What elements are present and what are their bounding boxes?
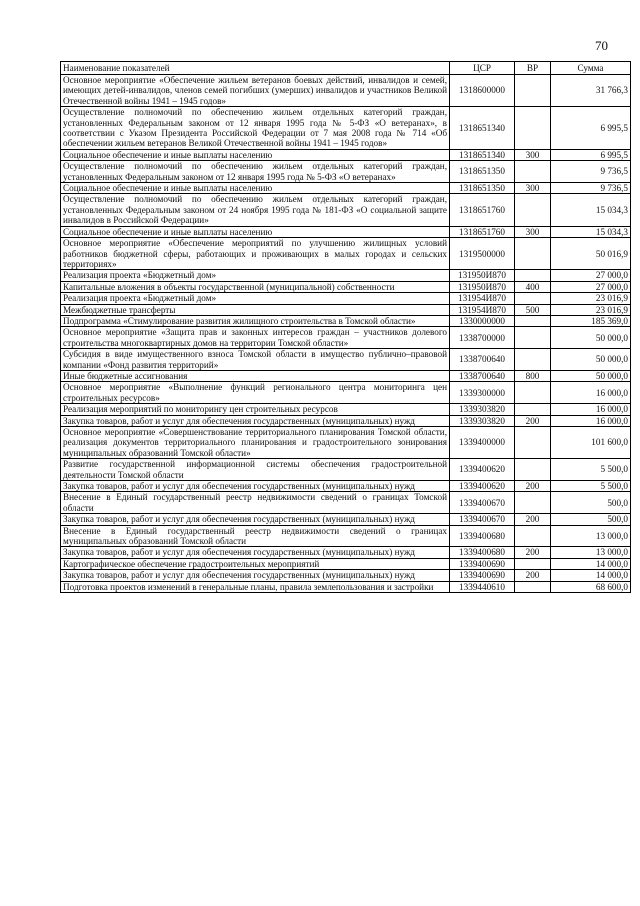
page-number: 70 bbox=[595, 38, 608, 53]
row-sum: 13 000,0 bbox=[551, 525, 631, 547]
table-row bbox=[61, 492, 631, 514]
table-row bbox=[61, 293, 631, 304]
table-row bbox=[61, 581, 631, 592]
row-name: Основное мероприятие «Защита прав и законных интересов граждан – участников долевого строительства многоквартирных домов на территории Томской области» bbox=[61, 327, 450, 349]
row-csr: 1339400680 bbox=[450, 525, 515, 547]
row-vr bbox=[515, 558, 551, 569]
row-csr: 131950И870 bbox=[450, 281, 515, 292]
row-name: Основное мероприятие «Совершенствование территориального планирования Томской области, реализация документов территориального планирования и градостроительного зонирования муниципальных образований Томской области» bbox=[61, 427, 450, 459]
row-vr bbox=[515, 107, 551, 150]
table-row bbox=[61, 270, 631, 281]
row-vr bbox=[515, 161, 551, 183]
row-sum: 27 000,0 bbox=[551, 270, 631, 281]
row-name: Основное мероприятие «Выполнение функций регионального центра мониторинга цен строительных ресурсов» bbox=[61, 382, 450, 404]
row-vr: 200 bbox=[515, 547, 551, 558]
row-name: Осуществление полномочий по обеспечению жильем отдельных категорий граждан, установленных Федеральным законом от 12 января 1995 года № 5-ФЗ «О ветеранах» bbox=[61, 161, 450, 183]
row-sum: 5 500,0 bbox=[551, 459, 631, 481]
table-row bbox=[61, 107, 631, 150]
row-name: Закупка товаров, работ и услуг для обеспечения государственных (муниципальных) нужд bbox=[61, 514, 450, 525]
row-sum: 13 000,0 bbox=[551, 547, 631, 558]
row-sum: 500,0 bbox=[551, 492, 631, 514]
row-vr bbox=[515, 327, 551, 349]
row-csr: 1339303820 bbox=[450, 415, 515, 426]
row-name: Осуществление полномочий по обеспечению жильем отдельных категорий граждан, установленных Федеральным законом от 12 января 1995 года № 5-ФЗ «О ветеранах», в соответствии с Указом Президента Российской Федерации от 7 мая 2008 года № 714 «Об обеспечении жильем ветеранов Великой Отечественной войны 1941 – 1945 годов» bbox=[61, 107, 450, 150]
header-vr: ВР bbox=[515, 62, 551, 75]
row-csr: 131954И870 bbox=[450, 304, 515, 315]
row-sum: 5 500,0 bbox=[551, 481, 631, 492]
row-vr: 500 bbox=[515, 304, 551, 315]
row-vr: 200 bbox=[515, 514, 551, 525]
row-sum: 500,0 bbox=[551, 514, 631, 525]
row-csr: 131954И870 bbox=[450, 293, 515, 304]
table-row bbox=[61, 149, 631, 160]
row-sum: 185 369,0 bbox=[551, 315, 631, 326]
row-vr bbox=[515, 270, 551, 281]
row-name: Внесение в Единый государственный реестр недвижимости сведений о границах Томской области bbox=[61, 492, 450, 514]
row-sum: 50 000,0 bbox=[551, 370, 631, 381]
table-row bbox=[61, 415, 631, 426]
row-name: Подготовка проектов изменений в генеральные планы, правила землепользования и застройки bbox=[61, 581, 450, 592]
row-vr bbox=[515, 293, 551, 304]
row-csr: 1319500000 bbox=[450, 238, 515, 270]
row-name: Закупка товаров, работ и услуг для обеспечения государственных (муниципальных) нужд bbox=[61, 570, 450, 581]
row-sum: 23 016,9 bbox=[551, 304, 631, 315]
row-csr: 1339400620 bbox=[450, 459, 515, 481]
row-name: Закупка товаров, работ и услуг для обеспечения государственных (муниципальных) нужд bbox=[61, 547, 450, 558]
row-csr: 1318651340 bbox=[450, 107, 515, 150]
table-header-row bbox=[61, 62, 631, 75]
table-row bbox=[61, 194, 631, 226]
row-name: Межбюджетные трансферты bbox=[61, 304, 450, 315]
row-csr: 1318600000 bbox=[450, 75, 515, 107]
row-sum: 101 600,0 bbox=[551, 427, 631, 459]
row-vr: 200 bbox=[515, 570, 551, 581]
row-csr: 1338700000 bbox=[450, 327, 515, 349]
row-name: Социальное обеспечение и иные выплаты населению bbox=[61, 149, 450, 160]
row-sum: 16 000,0 bbox=[551, 382, 631, 404]
row-sum: 9 736,5 bbox=[551, 183, 631, 194]
row-sum: 9 736,5 bbox=[551, 161, 631, 183]
row-name: Социальное обеспечение и иные выплаты населению bbox=[61, 226, 450, 237]
row-name: Реализация мероприятий по мониторингу цен строительных ресурсов bbox=[61, 404, 450, 415]
table-row bbox=[61, 304, 631, 315]
table-row bbox=[61, 558, 631, 569]
row-sum: 23 016,9 bbox=[551, 293, 631, 304]
table-row bbox=[61, 481, 631, 492]
row-sum: 31 766,3 bbox=[551, 75, 631, 107]
row-csr: 131950И870 bbox=[450, 270, 515, 281]
row-name: Капитальные вложения в объекты государственной (муниципальной) собственности bbox=[61, 281, 450, 292]
row-name: Основное мероприятие «Обеспечение мероприятий по улучшению жилищных условий работников бюджетной сферы, работающих и проживающих в малых городах и сельских территориях» bbox=[61, 238, 450, 270]
row-vr: 800 bbox=[515, 370, 551, 381]
row-csr: 1318651350 bbox=[450, 183, 515, 194]
row-csr: 1318651350 bbox=[450, 161, 515, 183]
row-vr: 200 bbox=[515, 415, 551, 426]
row-name: Реализация проекта «Бюджетный дом» bbox=[61, 270, 450, 281]
row-csr: 1338700640 bbox=[450, 349, 515, 371]
row-csr: 1339440610 bbox=[450, 581, 515, 592]
row-vr bbox=[515, 581, 551, 592]
row-vr bbox=[515, 349, 551, 371]
row-name: Иные бюджетные ассигнования bbox=[61, 370, 450, 381]
row-name: Внесение в Единый государственный реестр недвижимости сведений о границах муниципальных образований Томской области bbox=[61, 525, 450, 547]
row-csr: 1339400670 bbox=[450, 492, 515, 514]
row-csr: 1339400680 bbox=[450, 547, 515, 558]
budget-table bbox=[60, 61, 631, 593]
table-row bbox=[61, 427, 631, 459]
table-row bbox=[61, 327, 631, 349]
row-sum: 6 995,5 bbox=[551, 107, 631, 150]
row-csr: 1339303820 bbox=[450, 404, 515, 415]
row-vr bbox=[515, 75, 551, 107]
row-vr bbox=[515, 194, 551, 226]
row-name: Закупка товаров, работ и услуг для обеспечения государственных (муниципальных) нужд bbox=[61, 481, 450, 492]
table-row bbox=[61, 75, 631, 107]
table-row bbox=[61, 525, 631, 547]
row-vr bbox=[515, 459, 551, 481]
row-csr: 1339400620 bbox=[450, 481, 515, 492]
row-csr: 1330000000 bbox=[450, 315, 515, 326]
row-sum: 6 995,5 bbox=[551, 149, 631, 160]
table-row bbox=[61, 570, 631, 581]
row-vr bbox=[515, 427, 551, 459]
row-name: Закупка товаров, работ и услуг для обеспечения государственных (муниципальных) нужд bbox=[61, 415, 450, 426]
table-row bbox=[61, 382, 631, 404]
row-sum: 50 016,9 bbox=[551, 238, 631, 270]
header-name: Наименование показателей bbox=[61, 62, 450, 75]
row-vr: 200 bbox=[515, 481, 551, 492]
table-row bbox=[61, 161, 631, 183]
row-vr bbox=[515, 525, 551, 547]
table-row bbox=[61, 459, 631, 481]
table-row bbox=[61, 547, 631, 558]
row-name: Субсидия в виде имущественного взноса Томской области в имущество публично–правовой компании «Фонд развития территорий» bbox=[61, 349, 450, 371]
row-csr: 1339400690 bbox=[450, 570, 515, 581]
row-csr: 1339300000 bbox=[450, 382, 515, 404]
table-row bbox=[61, 349, 631, 371]
row-csr: 1318651760 bbox=[450, 194, 515, 226]
row-vr bbox=[515, 404, 551, 415]
row-csr: 1339400000 bbox=[450, 427, 515, 459]
header-sum: Сумма bbox=[551, 62, 631, 75]
row-vr: 300 bbox=[515, 149, 551, 160]
row-csr: 1318651760 bbox=[450, 226, 515, 237]
table-body bbox=[61, 75, 631, 593]
row-vr bbox=[515, 315, 551, 326]
row-sum: 15 034,3 bbox=[551, 226, 631, 237]
table-row bbox=[61, 226, 631, 237]
row-csr: 1339400690 bbox=[450, 558, 515, 569]
row-sum: 14 000,0 bbox=[551, 570, 631, 581]
row-vr: 400 bbox=[515, 281, 551, 292]
row-sum: 68 600,0 bbox=[551, 581, 631, 592]
row-vr bbox=[515, 382, 551, 404]
row-name: Подпрограмма «Стимулирование развития жилищного строительства в Томской области» bbox=[61, 315, 450, 326]
table-row bbox=[61, 404, 631, 415]
row-sum: 14 000,0 bbox=[551, 558, 631, 569]
header-csr: ЦСР bbox=[450, 62, 515, 75]
row-vr bbox=[515, 492, 551, 514]
table-row bbox=[61, 315, 631, 326]
row-vr: 300 bbox=[515, 183, 551, 194]
row-csr: 1318651340 bbox=[450, 149, 515, 160]
row-name: Осуществление полномочий по обеспечению жильем отдельных категорий граждан, установленных Федеральным законом от 24 ноября 1995 года № 181-ФЗ «О социальной защите инвалидов в Российской Федерации» bbox=[61, 194, 450, 226]
row-name: Развитие государственной информационной системы обеспечения градостроительной деятельности Томской области bbox=[61, 459, 450, 481]
row-sum: 16 000,0 bbox=[551, 404, 631, 415]
row-sum: 50 000,0 bbox=[551, 349, 631, 371]
table-row bbox=[61, 281, 631, 292]
table-row bbox=[61, 514, 631, 525]
table-row bbox=[61, 238, 631, 270]
row-sum: 15 034,3 bbox=[551, 194, 631, 226]
row-vr bbox=[515, 238, 551, 270]
row-vr: 300 bbox=[515, 226, 551, 237]
row-name: Реализация проекта «Бюджетный дом» bbox=[61, 293, 450, 304]
row-sum: 27 000,0 bbox=[551, 281, 631, 292]
row-name: Картографическое обеспечение градостроительных мероприятий bbox=[61, 558, 450, 569]
table-row bbox=[61, 370, 631, 381]
row-sum: 16 000,0 bbox=[551, 415, 631, 426]
row-name: Социальное обеспечение и иные выплаты населению bbox=[61, 183, 450, 194]
row-name: Основное мероприятие «Обеспечение жильем ветеранов боевых действий, инвалидов и семей, имеющих детей-инвалидов, членов семей погибших (умерших) инвалидов и участников Великой Отечественной войны 1941 – 1945 годов» bbox=[61, 75, 450, 107]
row-sum: 50 000,0 bbox=[551, 327, 631, 349]
table-row bbox=[61, 183, 631, 194]
row-csr: 1339400670 bbox=[450, 514, 515, 525]
row-csr: 1338700640 bbox=[450, 370, 515, 381]
